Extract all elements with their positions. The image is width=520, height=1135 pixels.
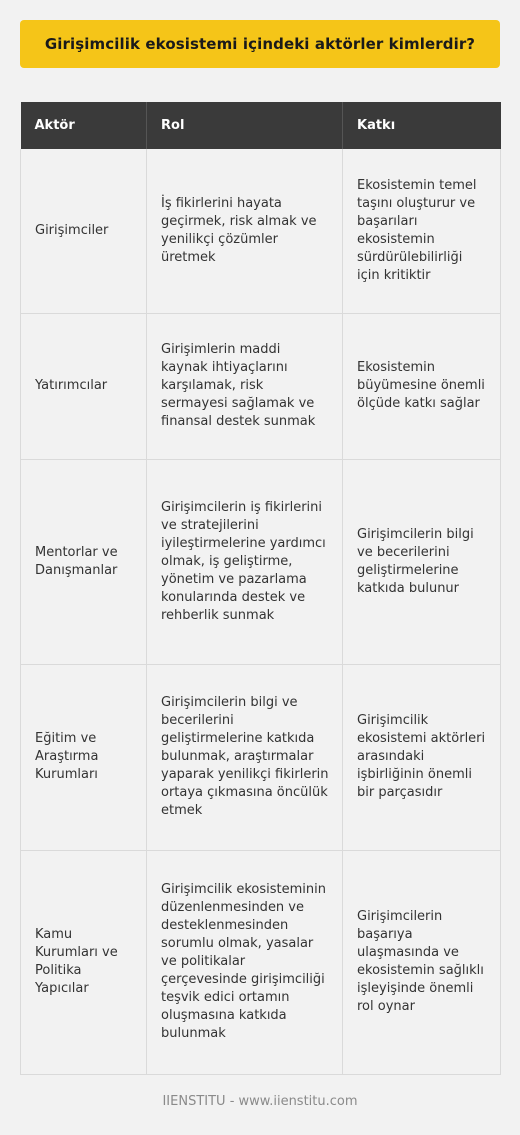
actors-table — [20, 102, 501, 1075]
title-banner — [20, 20, 500, 68]
table-row — [21, 664, 501, 850]
footer-credit: IIENSTITU - www.iienstitu.com — [162, 1094, 358, 1109]
cell-actor: Eğitim ve Araştırma Kurumları — [21, 664, 147, 850]
cell-role: Girişimlerin maddi kaynak ihtiyaçlarını karşılamak, risk sermayesi sağlamak ve finansal destek sunmak — [147, 313, 343, 459]
cell-contribution: Girişimcilerin başarıya ulaşmasında ve ekosistemin sağlıklı işleyişinde önemli rol oynar — [343, 850, 501, 1074]
cell-contribution: Girişimcilerin bilgi ve becerilerini geliştirmelerine katkıda bulunur — [343, 459, 501, 664]
header-actor: Aktör — [21, 102, 147, 149]
page-title: Girişimcilik ekosistemi içindeki aktörler kimlerdir? — [44, 35, 476, 53]
cell-actor: Yatırımcılar — [21, 313, 147, 459]
header-contribution: Katkı — [343, 102, 501, 149]
cell-role: Girişimcilik ekosisteminin düzenlenmesinden ve desteklenmesinden sorumlu olmak, yasalar ve politikalar çerçevesinde girişimciliği teşvik edici ortamın oluşmasına katkıda bulunmak — [147, 850, 343, 1074]
table-header-row — [21, 102, 501, 149]
cell-contribution: Girişimcilik ekosistemi aktörleri arasındaki işbirliğinin önemli bir parçasıdır — [343, 664, 501, 850]
cell-role: Girişimcilerin bilgi ve becerilerini geliştirmelerine katkıda bulunmak, araştırmalar yaparak yenilikçi fikirlerin ortaya çıkmasına öncülük etmek — [147, 664, 343, 850]
cell-role: İş fikirlerini hayata geçirmek, risk almak ve yenilikçi çözümler üretmek — [147, 149, 343, 313]
cell-actor: Girişimciler — [21, 149, 147, 313]
cell-role: Girişimcilerin iş fikirlerini ve stratejilerini iyileştirmelerine yardımcı olmak, iş geliştirme, yönetim ve pazarlama konularında destek ve rehberlik sunmak — [147, 459, 343, 664]
cell-contribution: Ekosistemin büyümesine önemli ölçüde katkı sağlar — [343, 313, 501, 459]
header-role: Rol — [147, 102, 343, 149]
table-row — [21, 149, 501, 313]
table-row — [21, 459, 501, 664]
table-row — [21, 850, 501, 1074]
cell-actor: Kamu Kurumları ve Politika Yapıcılar — [21, 850, 147, 1074]
cell-contribution: Ekosistemin temel taşını oluşturur ve başarıları ekosistemin sürdürülebilirliği için kritiktir — [343, 149, 501, 313]
table-row — [21, 313, 501, 459]
cell-actor: Mentorlar ve Danışmanlar — [21, 459, 147, 664]
